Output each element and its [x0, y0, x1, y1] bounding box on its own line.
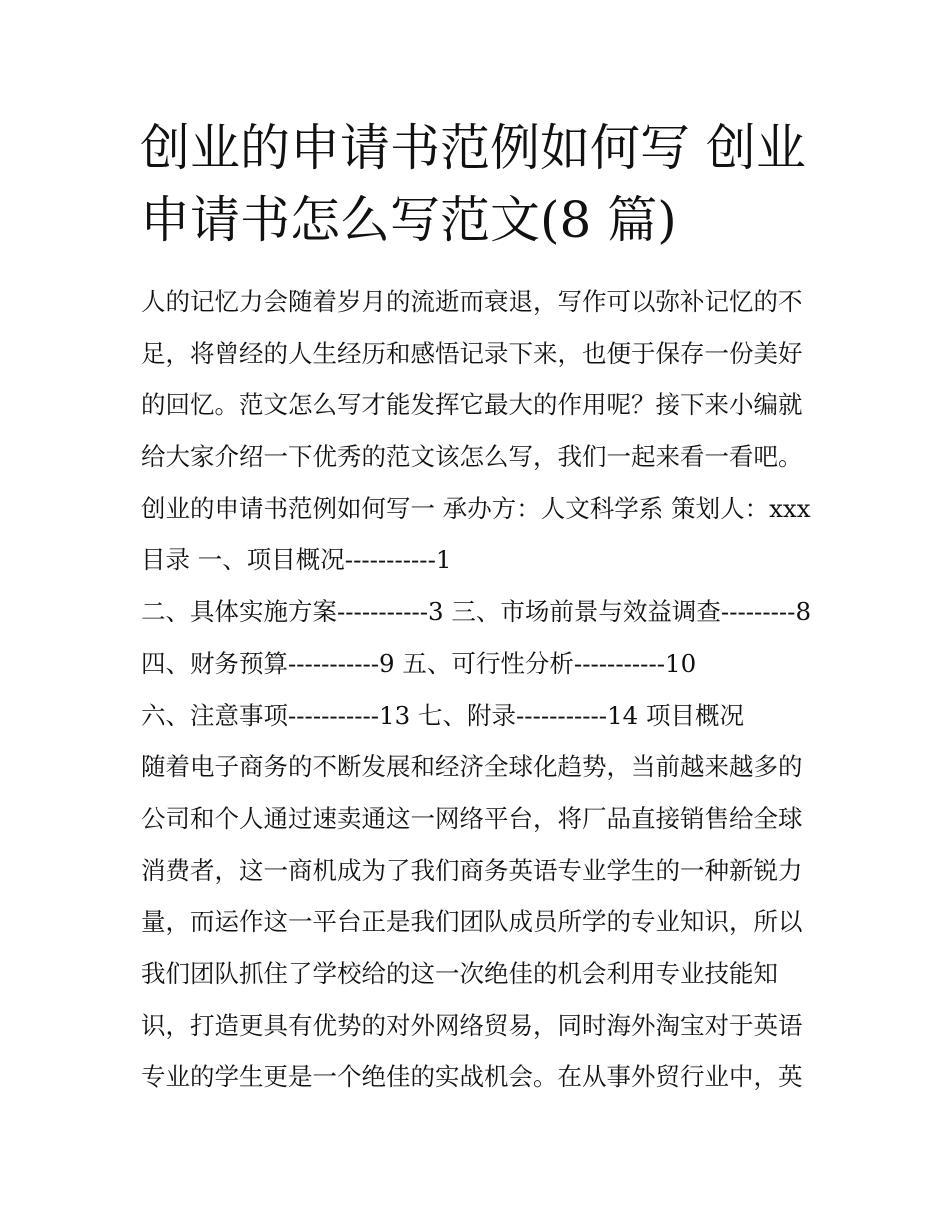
body-line: 消费者，这一商机成为了我们商务英语专业学生的一种新锐力: [141, 855, 803, 885]
document-body: [141, 276, 821, 1103]
body-line: 随着电子商务的不断发展和经济全球化趋势，当前越来越多的: [141, 752, 803, 782]
body-line: 给大家介绍一下优秀的范文该怎么写，我们一起来看一看吧。: [141, 442, 803, 472]
body-line: 我们团队抓住了学校给的这一次绝佳的机会利用专业技能知: [141, 958, 778, 988]
body-line: 足，将曾经的人生经历和感悟记录下来，也便于保存一份美好: [141, 338, 803, 368]
title-line-1: 创业的申请书范例如何写 创业: [140, 119, 806, 177]
body-line: 识，打造更具有优势的对外网络贸易，同时海外淘宝对于英语: [141, 1010, 803, 1040]
body-line: 量，而运作这一平台正是我们团队成员所学的专业知识，所以: [141, 907, 803, 937]
toc-line: 四、财务预算-----------9 五、可行性分析-----------10: [141, 648, 697, 678]
toc-line: 目录 一、项目概况-----------1: [141, 545, 452, 575]
document-title: [140, 112, 820, 256]
body-line: 创业的申请书范例如何写一 承办方：人文科学系 策划人：xxx: [141, 493, 811, 523]
body-line: 专业的学生更是一个绝佳的实战机会。在从事外贸行业中，英: [141, 1062, 803, 1092]
body-line: 的回忆。范文怎么写才能发挥它最大的作用呢？接下来小编就: [141, 390, 803, 420]
body-line: 公司和个人通过速卖通这一网络平台，将厂品直接销售给全球: [141, 803, 803, 833]
body-line: 人的记忆力会随着岁月的流逝而衰退，写作可以弥补记忆的不: [141, 287, 803, 316]
toc-line: 二、具体实施方案-----------3 三、市场前景与效益调查---------8: [141, 597, 812, 627]
toc-line: 六、注意事项-----------13 七、附录-----------14 项目概况: [141, 700, 745, 730]
title-line-2: 申请书怎么写范文(8 篇): [140, 191, 677, 249]
